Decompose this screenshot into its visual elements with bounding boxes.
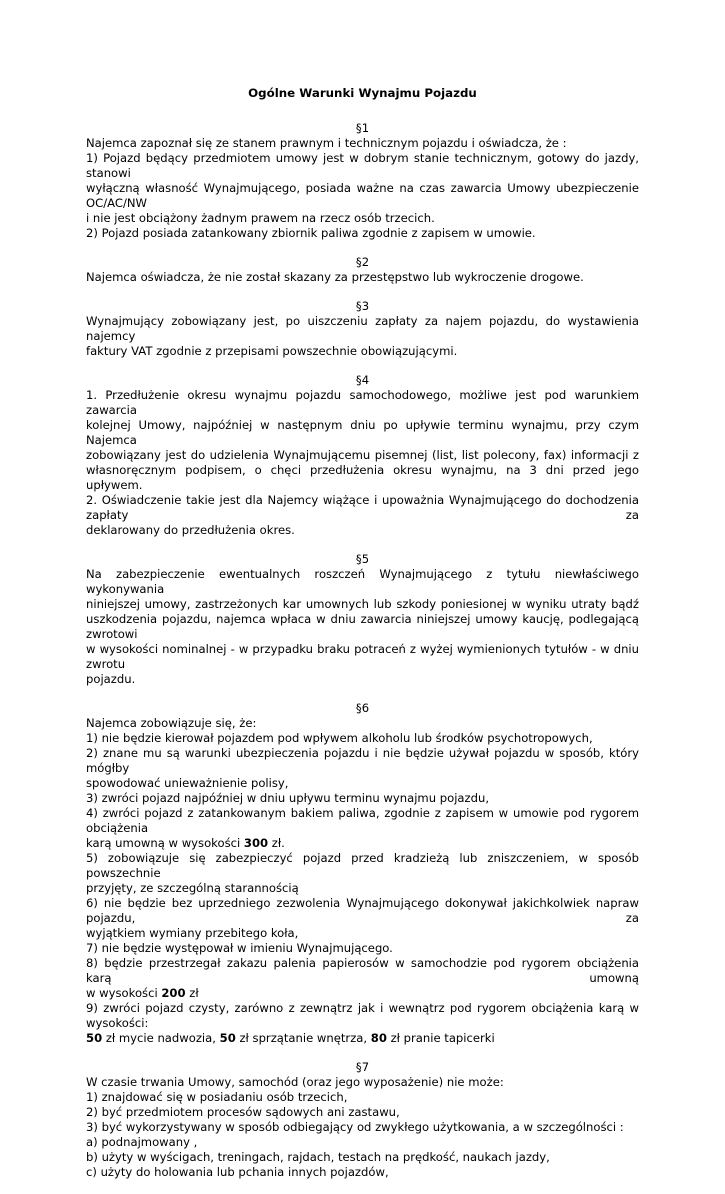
fee-text: karą umowną w wysokości (86, 836, 244, 850)
section-6-line: 5) zobowiązuje się zabezpieczyć pojazd przed kradzieżą lub zniszczeniem, w sposób powszechnie (86, 851, 639, 880)
section-5-line: pojazdu. (86, 672, 136, 686)
section-6-line: przyjęty, ze szczególną starannością (86, 881, 299, 895)
fee-amount: 300 (243, 836, 269, 850)
section-6-line: 8) będzie przestrzegał zakazu palenia papierosów w samochodzie pod rygorem obciążenia karą umowną (86, 956, 639, 985)
section-4 (86, 373, 639, 538)
fee-text: zł sprzątanie wnętrza, (235, 1031, 371, 1045)
section-6-line-fee-300 (86, 836, 639, 851)
fee-text: zł mycie nadwozia, (102, 1031, 220, 1045)
fee-text: zł (185, 986, 199, 1000)
section-5 (86, 552, 639, 687)
section-4-line: 1. Przedłużenie okresu wynajmu pojazdu samochodowego, możliwe jest pod warunkiem zawarcia (86, 388, 639, 417)
section-5-line: uszkodzenia pojazdu, najemca wpłaca w dniu zawarcia niniejszej umowy kaucję, podlegającą zwrotowi (86, 612, 639, 641)
section-1-line: 1) Pojazd będący przedmiotem umowy jest w dobrym stanie technicznym, gotowy do jazdy, stanowi (86, 151, 639, 180)
section-6 (86, 701, 639, 1046)
section-7 (86, 1060, 639, 1180)
fee-text: zł pranie tapicerki (386, 1031, 495, 1045)
section-1-line: wyłączną własność Wynajmującego, posiada ważne na czas zawarcia Umowy ubezpieczenie OC/AC/NW (86, 181, 639, 210)
section-6-line: 7) nie będzie występował w imieniu Wynajmującego. (86, 941, 393, 955)
section-6-line: spowodować unieważnienie polisy, (86, 776, 289, 790)
section-1-line: Najemca zapoznał się ze stanem prawnym i technicznym pojazdu i oświadcza, że : (86, 136, 567, 150)
section-6-line-fee-200 (86, 986, 639, 1001)
section-2 (86, 255, 639, 285)
section-1-line: i nie jest obciążony żadnym prawem na rzecz osób trzecich. (86, 211, 435, 225)
section-4-line: zobowiązany jest do udzielenia Wynajmującemu pisemnej (list, list polecony, fax) informacji z (86, 448, 639, 462)
section-3-line: faktury VAT zgodnie z przepisami powszechnie obowiązującymi. (86, 344, 458, 358)
fee-amount: 200 (161, 986, 186, 1000)
fee-amount: 50 (86, 1031, 103, 1045)
section-1-heading: §1 (355, 121, 370, 135)
section-7-line: a) podnajmowany , (86, 1135, 198, 1149)
section-6-line: 9) zwróci pojazd czysty, zarówno z zewnątrz jak i wewnątrz pod rygorem obciążenia karą w wysokości: (86, 1001, 639, 1030)
section-6-line: 4) zwróci pojazd z zatankowanym bakiem paliwa, zgodnie z zapisem w umowie pod rygorem obciążenia (86, 806, 639, 835)
section-7-line: b) użyty w wyścigach, treningach, rajdach, testach na prędkość, naukach jazdy, (86, 1150, 550, 1164)
section-2-line: Najemca oświadcza, że nie został skazany za przestępstwo lub wykroczenie drogowe. (86, 270, 584, 284)
section-5-heading: §5 (355, 552, 370, 566)
section-4-line: własnoręcznym podpisem, o chęci przedłużenia okresu wynajmu, na 3 dni przed jego upływem. (86, 463, 639, 492)
section-6-line: Najemca zobowiązuje się, że: (86, 716, 257, 730)
fee-text: zł. (268, 836, 285, 850)
section-4-line: deklarowany do przedłużenia okres. (86, 523, 295, 537)
section-6-heading: §6 (355, 701, 370, 715)
fee-text: w wysokości (86, 986, 162, 1000)
section-7-line: 3) być wykorzystywany w sposób odbiegający od zwykłego użytkowania, a w szczególności : (86, 1120, 624, 1134)
section-5-line: w wysokości nominalnej - w przypadku braku potraceń z wyżej wymienionych tytułów - w dniu zwrotu (86, 642, 639, 671)
section-3-heading: §3 (355, 299, 370, 313)
document-page (86, 86, 639, 1194)
section-7-line: 1) znajdować się w posiadaniu osób trzecich, (86, 1090, 348, 1104)
section-3-line: Wynajmujący zobowiązany jest, po uiszczeniu zapłaty za najem pojazdu, do wystawienia najemcy (86, 314, 639, 343)
section-1 (86, 121, 639, 241)
section-7-heading: §7 (355, 1060, 370, 1074)
document-title: Ogólne Warunki Wynajmu Pojazdu (248, 86, 477, 100)
section-7-line: 2) być przedmiotem procesów sądowych ani zastawu, (86, 1105, 400, 1119)
fee-amount: 80 (370, 1031, 387, 1045)
section-6-line: wyjątkiem wymiany przebitego koła, (86, 926, 299, 940)
section-3 (86, 299, 639, 359)
section-6-line: 6) nie będzie bez uprzedniego zezwolenia Wynajmującego dokonywał jakichkolwiek napraw pojazdu, za (86, 896, 639, 925)
section-4-line: kolejnej Umowy, najpóźniej w następnym dniu po upływie terminu wynajmu, przy czym Najemca (86, 418, 639, 447)
section-7-line: W czasie trwania Umowy, samochód (oraz jego wyposażenie) nie może: (86, 1075, 504, 1089)
section-6-line: 2) znane mu są warunki ubezpieczenia pojazdu i nie będzie używał pojazdu w sposób, który mógłby (86, 746, 639, 775)
section-6-line: 3) zwróci pojazd najpóźniej w dniu upływu terminu wynajmu pojazdu, (86, 791, 490, 805)
fee-amount: 50 (219, 1031, 236, 1045)
section-4-line: 2. Oświadczenie takie jest dla Najemcy wiążące i upoważnia Wynajmującego do dochodzenia zapłaty za (86, 493, 639, 522)
section-6-line-cleaning-fees (86, 1031, 639, 1046)
section-1-line: 2) Pojazd posiada zatankowany zbiornik paliwa zgodnie z zapisem w umowie. (86, 226, 536, 240)
section-7-line: c) użyty do holowania lub pchania innych pojazdów, (86, 1165, 389, 1179)
section-6-line: 1) nie będzie kierował pojazdem pod wpływem alkoholu lub środków psychotropowych, (86, 731, 593, 745)
section-4-heading: §4 (355, 373, 370, 387)
section-5-line: Na zabezpieczenie ewentualnych roszczeń Wynajmującego z tytułu niewłaściwego wykonywania (86, 567, 639, 596)
section-5-line: niniejszej umowy, zastrzeżonych kar umownych lub szkody poniesionej w wyniku utraty bądź (86, 597, 639, 611)
section-2-heading: §2 (355, 255, 370, 269)
